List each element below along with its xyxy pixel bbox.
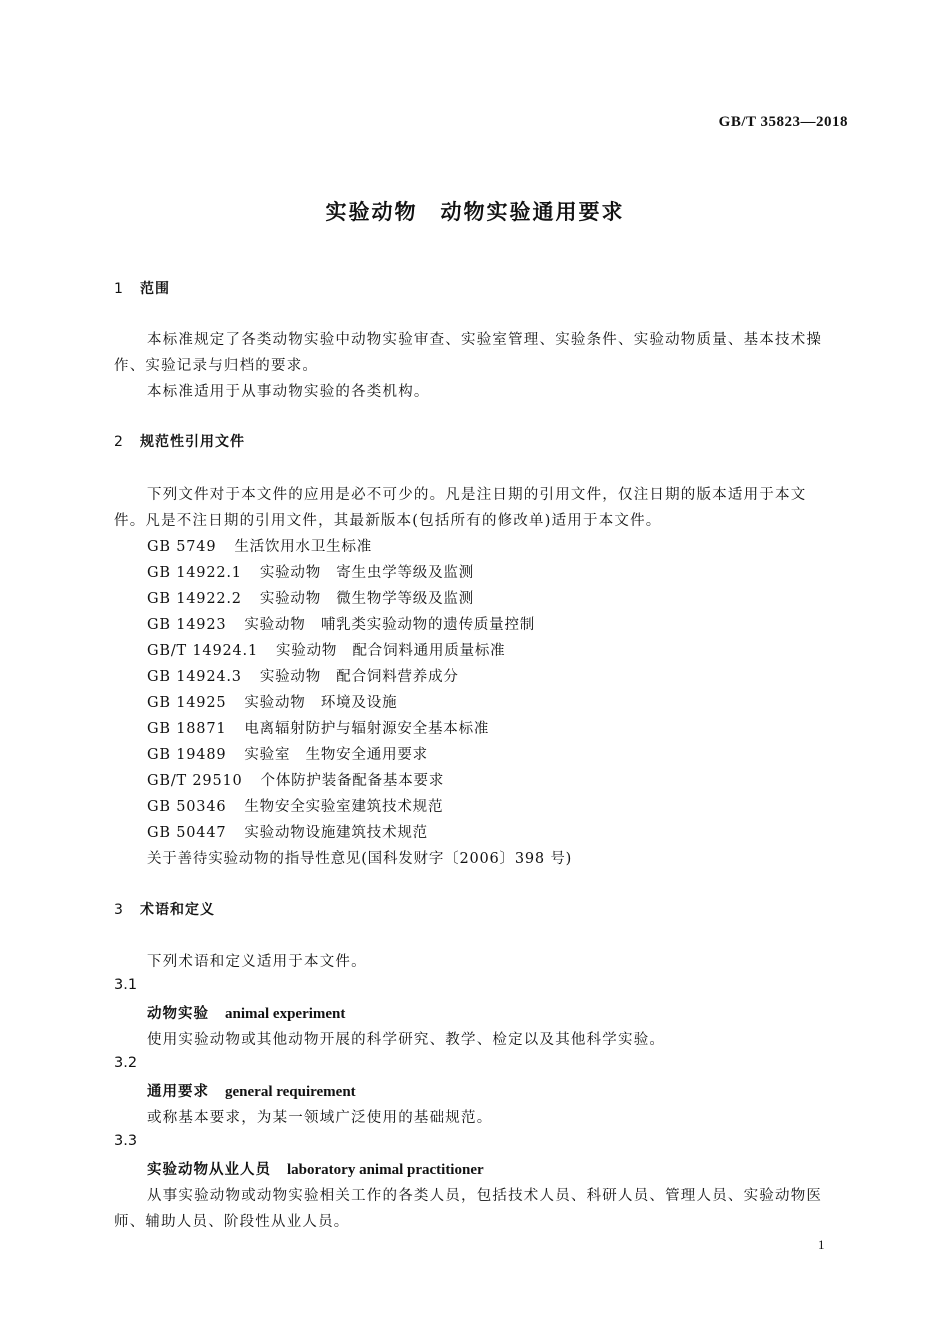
reference-title: 实验动物 配合饲料营养成分 <box>259 669 459 685</box>
reference-title: 实验动物 环境及设施 <box>244 695 398 711</box>
standard-code: GB/T 35823—2018 <box>718 114 848 130</box>
reference-code: GB/T 14924.1 <box>147 643 258 659</box>
reference-title: 实验室 生物安全通用要求 <box>244 747 428 763</box>
term-definition: 从事实验动物或动物实验相关工作的各类人员，包括技术人员、科研人员、管理人员、实验动物医 <box>147 1188 823 1204</box>
term-zh: 动物实验 <box>147 1006 209 1022</box>
reference-item <box>147 717 489 738</box>
term-heading <box>147 1080 356 1101</box>
reference-item <box>147 821 428 842</box>
reference-item <box>147 587 474 608</box>
reference-item <box>147 769 444 790</box>
reference-code: GB 14924.3 <box>147 669 242 685</box>
term-definition: 师、辅助人员、阶段性从业人员。 <box>114 1214 350 1230</box>
term-number: 3.1 <box>114 977 138 993</box>
reference-title: 实验动物 配合饲料通用质量标准 <box>275 643 506 659</box>
reference-title: 生活饮用水卫生标准 <box>234 539 373 555</box>
section-title: 范围 <box>140 281 170 297</box>
reference-title: 实验动物 寄生虫学等级及监测 <box>259 565 475 581</box>
reference-code: GB 14923 <box>147 617 227 633</box>
reference-title: 个体防护装备配备基本要求 <box>260 773 445 789</box>
paragraph: 作、实验记录与归档的要求。 <box>114 358 319 374</box>
reference-code: GB 50346 <box>147 799 227 815</box>
reference-item <box>147 743 428 764</box>
reference-title: 实验动物 哺乳类实验动物的遗传质量控制 <box>244 617 536 633</box>
term-en: animal experiment <box>225 1006 346 1022</box>
paragraph: 下列文件对于本文件的应用是必不可少的。凡是注日期的引用文件，仅注日期的版本适用于本文 <box>147 487 807 503</box>
reference-item <box>147 535 372 556</box>
reference-title: 生物安全实验室建筑技术规范 <box>244 799 444 815</box>
section-title: 术语和定义 <box>140 902 215 918</box>
reference-code: GB 5749 <box>147 539 217 555</box>
reference-item <box>147 691 397 712</box>
reference-item <box>147 561 474 582</box>
section-number: 1 <box>114 281 124 297</box>
reference-code: GB 14922.1 <box>147 565 242 581</box>
reference-item <box>147 665 459 686</box>
term-heading <box>147 1158 484 1179</box>
term-en: laboratory animal practitioner <box>287 1162 484 1178</box>
paragraph: 件。凡是不注日期的引用文件，其最新版本(包括所有的修改单)适用于本文件。 <box>114 513 662 529</box>
reference-code: GB 19489 <box>147 747 227 763</box>
reference-code: GB 50447 <box>147 825 227 841</box>
reference-title: 实验动物 微生物学等级及监测 <box>259 591 475 607</box>
reference-code: GB 14925 <box>147 695 227 711</box>
term-zh: 实验动物从业人员 <box>147 1162 271 1178</box>
section-1-heading <box>114 278 170 298</box>
reference-code: GB/T 29510 <box>147 773 243 789</box>
page-number: 1 <box>818 1237 825 1252</box>
reference-title: 实验动物设施建筑技术规范 <box>244 825 428 841</box>
section-title: 规范性引用文件 <box>140 434 245 450</box>
paragraph: 本标准适用于从事动物实验的各类机构。 <box>147 384 430 400</box>
reference-code: GB 18871 <box>147 721 227 737</box>
section-2-heading <box>114 431 245 451</box>
section-number: 2 <box>114 434 124 450</box>
reference-code: GB 14922.2 <box>147 591 242 607</box>
term-definition: 使用实验动物或其他动物开展的科学研究、教学、检定以及其他科学实验。 <box>147 1032 666 1048</box>
term-number: 3.2 <box>114 1055 138 1071</box>
term-number: 3.3 <box>114 1133 138 1149</box>
term-definition: 或称基本要求，为某一领域广泛使用的基础规范。 <box>147 1110 493 1126</box>
term-en: general requirement <box>225 1084 356 1100</box>
reference-title: 电离辐射防护与辐射源安全基本标准 <box>244 721 490 737</box>
reference-item <box>147 795 443 816</box>
reference-item <box>147 613 535 634</box>
guidance-document: 关于善待实验动物的指导性意见(国科发财字〔2006〕398 号) <box>147 851 573 867</box>
section-number: 3 <box>114 902 124 918</box>
section-3-heading <box>114 899 215 919</box>
term-heading <box>147 1002 345 1023</box>
reference-item <box>147 639 505 660</box>
term-zh: 通用要求 <box>147 1084 209 1100</box>
paragraph: 本标准规定了各类动物实验中动物实验审查、实验室管理、实验条件、实验动物质量、基本技术操 <box>147 332 823 348</box>
paragraph: 下列术语和定义适用于本文件。 <box>147 954 367 970</box>
document-title: 实验动物 动物实验通用要求 <box>325 200 625 224</box>
